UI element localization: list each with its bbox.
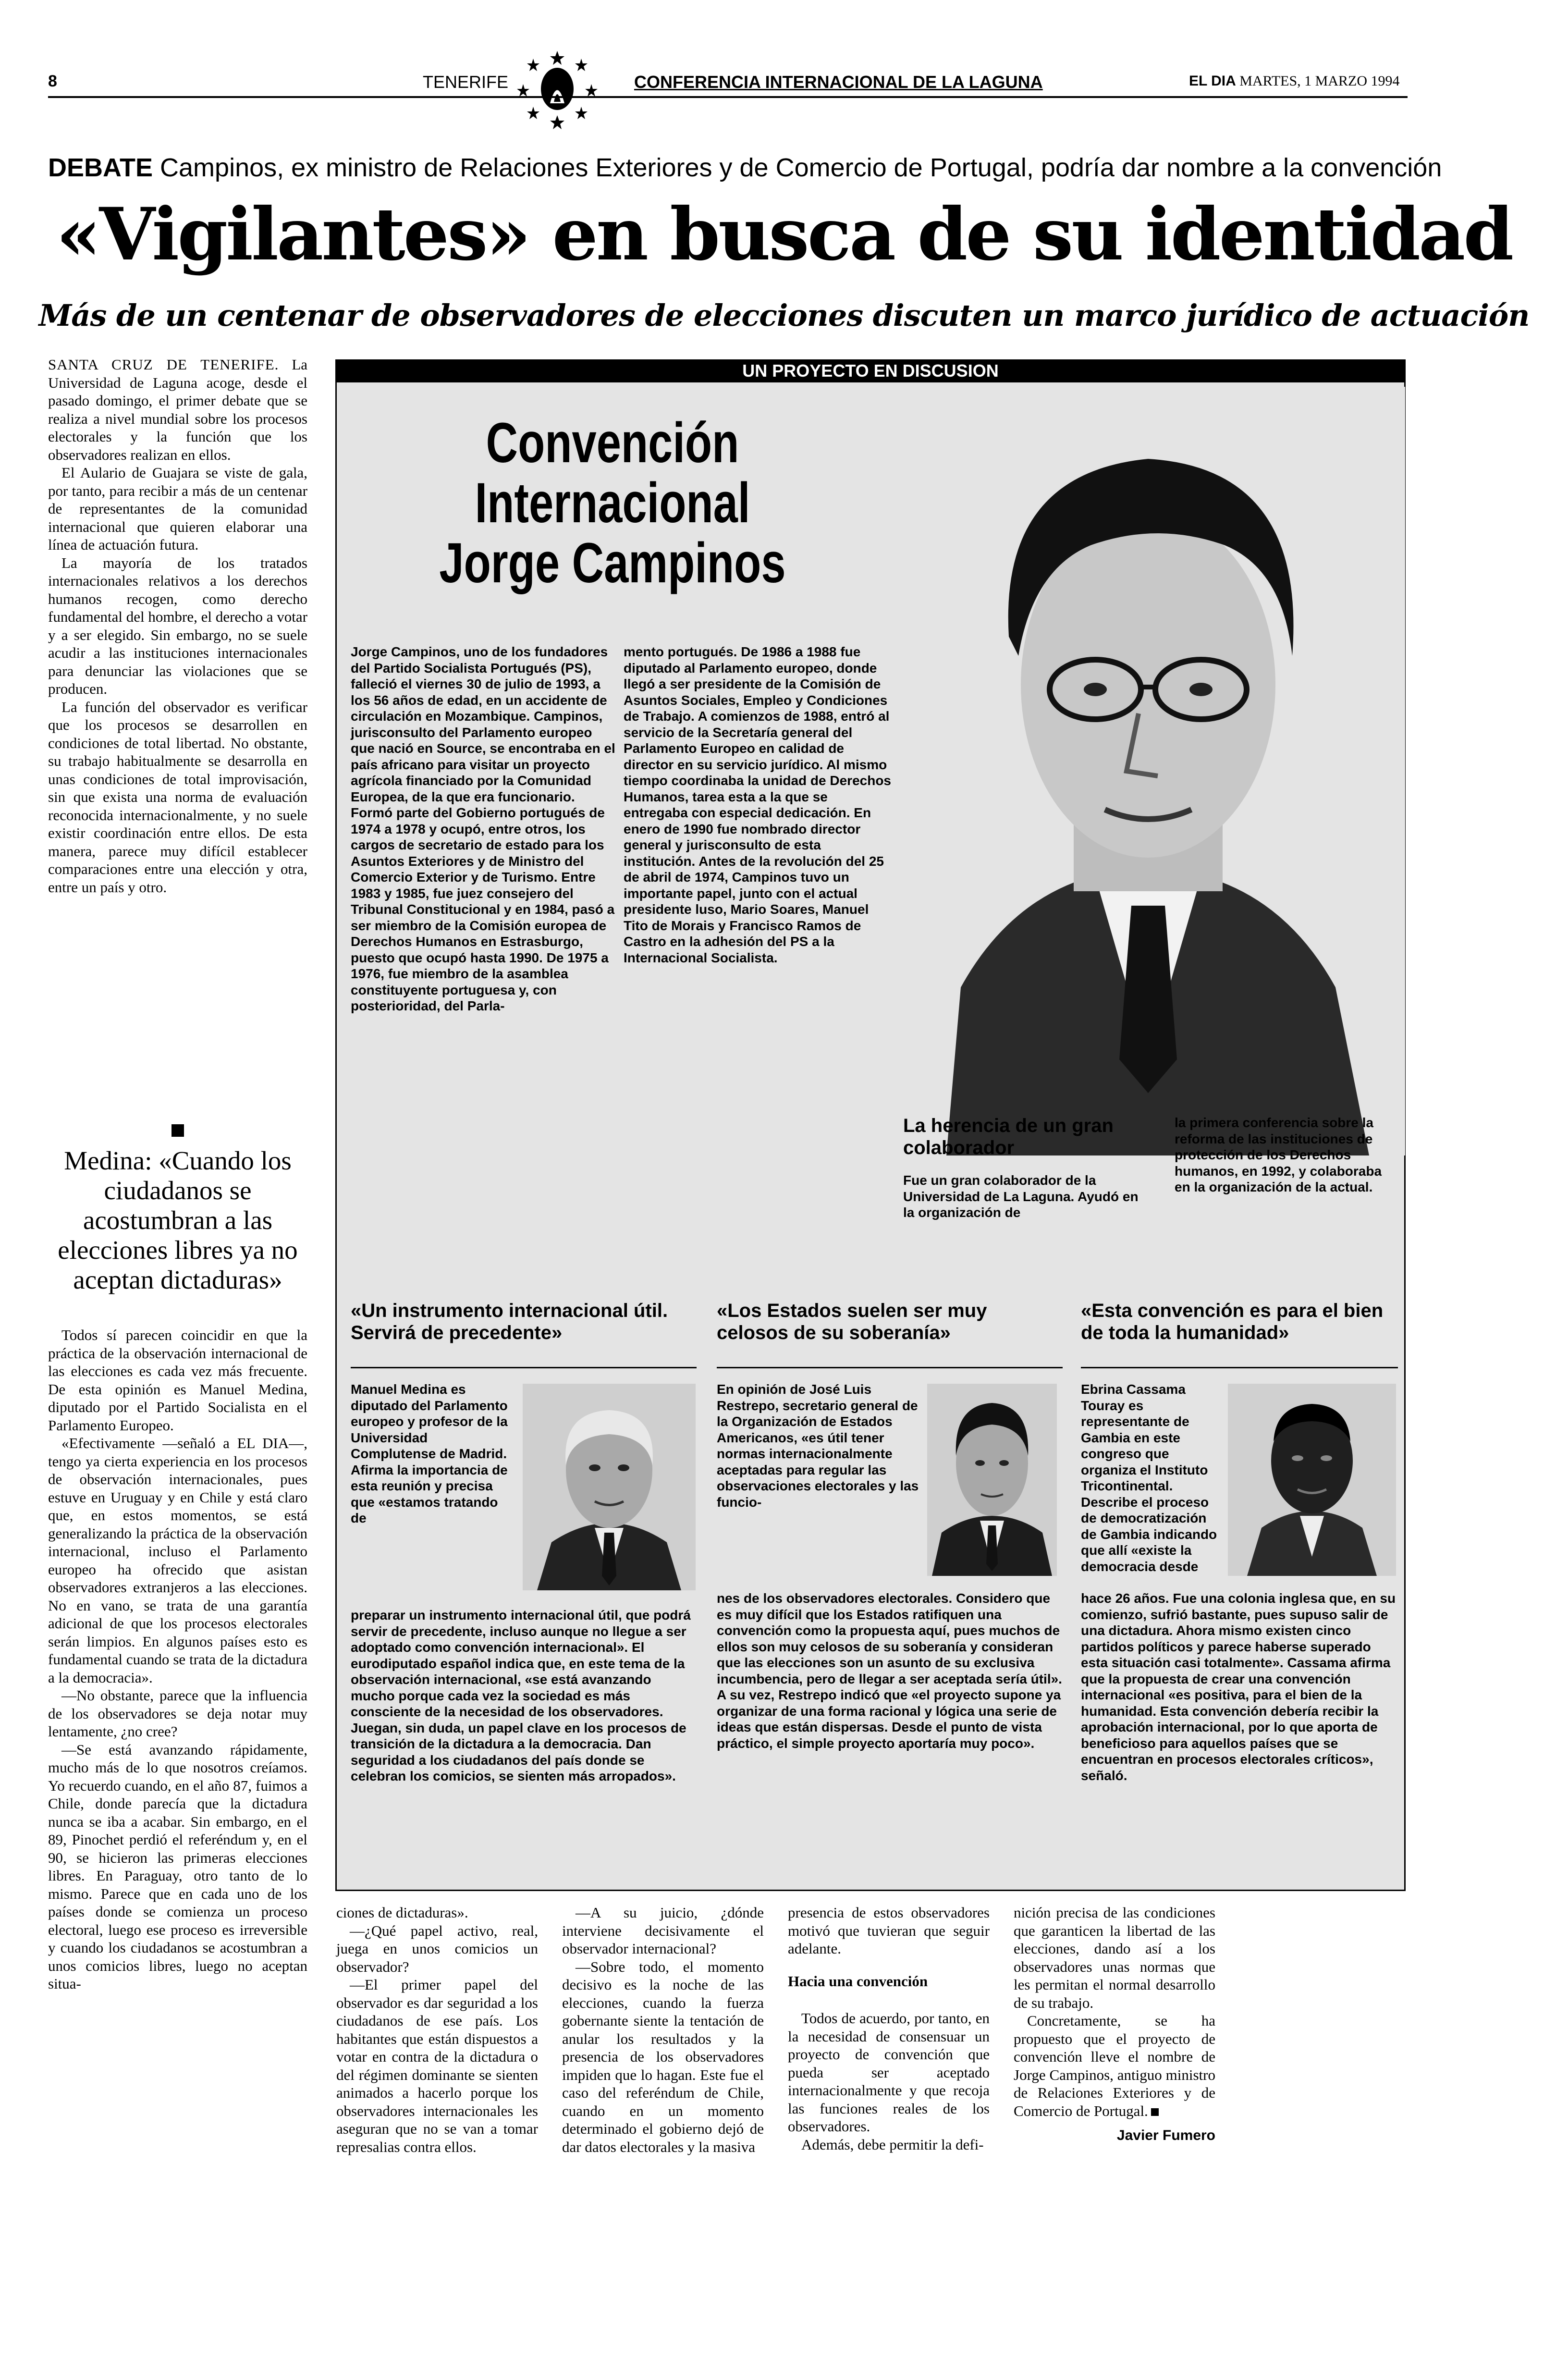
- article-paragraph: nición precisa de las condiciones que garanticen la libertad de las elecciones, dando así a los observadores unas normas que les permitan el normal desarrollo de su trabajo.: [1014, 1904, 1215, 2011]
- article-paragraph: —Sobre todo, el momento decisivo es la noche de las elecciones, cuando la fuerza gobernante siente la tentación de anular los resultados y la presencia de los observadores impiden que lo hagan. Este fue el caso del referéndum de Chile, cuando en un momento determinado el gobierno dejó de dar datos electorales y la masiva: [562, 1958, 764, 2155]
- article-paragraph: —A su juicio, ¿dónde interviene decisivamente el observador internacional?: [562, 1904, 764, 1957]
- quote-body: hace 26 años. Fue una colonia inglesa que, en su comienzo, sufrió bastante, pues supuso salir de una dictadura. Ahora mismo existen cinco partidos políticos y parece haberse superado esta situación casi totalmente». Cassama afirma que la propuesta de crear una convención internacional «es positiva, para el bien de la humanidad. Esta convención debería recibir la aprobación internacional, por lo que aporta de beneficioso para aquellos países que se encuentran en procesos electorales críticos», señaló.: [1081, 1591, 1396, 1783]
- sidebar-heading: La herencia de un gran colaborador: [903, 1115, 1114, 1158]
- quote-rule: [1081, 1367, 1398, 1368]
- section-title: CONFERENCIA INTERNACIONAL DE LA LAGUNA: [634, 72, 1043, 92]
- article-paragraph: —No obstante, parece que la influencia de los observadores se deja notar muy lentamente, ¿no cree?: [48, 1687, 307, 1740]
- article-paragraph: La Universidad de Laguna acoge, desde el pasado domingo, el primer debate que se realiza a nivel mundial sobre los procesos electorales y la función que los observadores realizan en ellos.: [48, 356, 308, 463]
- article-dateline: [48, 356, 307, 464]
- article-paragraph: Todos sí parecen coincidir en que la práctica de la observación internacional de las elecciones es cada vez más frecuente. De esta opinión es Manuel Medina, diputado por el Partido Socialista en el Parlamento Europeo.: [48, 1327, 307, 1434]
- kicker: [48, 153, 1442, 183]
- pull-quote: Medina: «Cuando los ciudadanos se acostumbran a las elecciones libres ya no aceptan dictaduras»: [58, 1146, 298, 1294]
- article-paragraph: [1014, 2012, 1215, 2120]
- headline: «Vigilantes» en busca de su identidad: [56, 192, 1512, 277]
- sidebar-text: la primera conferencia sobre la reforma de las instituciones de protección de los Derechos humanos, en 1992, y colaboraba en la organización de la actual.: [1175, 1115, 1382, 1194]
- article-paragraph: presencia de estos observadores motivó que tuvieran que seguir adelante.: [788, 1904, 990, 1957]
- portrait-photo-campinos: [889, 387, 1405, 1155]
- quote-heading: «Esta convención es para el bien de toda la humanidad»: [1081, 1300, 1384, 1343]
- quote-rule: [717, 1367, 1063, 1368]
- bio-column-1: Jorge Campinos, uno de los fundadores del Partido Socialista Portugués (PS), falleció el viernes 30 de julio de 1993, a los 56 años de edad, en un accidente de circulación en Mozambique. Campinos, jurisconsulto del Parlamento europeo que nació en Source, se encontraba en el país africano para visitar un proyecto agrícola financiado por la Comunidad Europea, de la que era funcionario. Formó parte del Gobierno portugués de 1974 a 1978 y ocupó, entre otros, los cargos de secretario de estado para los Asuntos Exteriores y de Ministro del Comercio Exterior y de Turismo. Entre 1983 y 1985, fue juez consejero del Tribunal Constitucional y en 1984, pasó a ser miembro de la Comisión europea de Derechos Humanos en Estrasburgo, puesto que ocupó hasta 1990. De 1975 a 1976, fue miembro de la asamblea constituyente portuguesa y, con posterioridad, del Parla-: [351, 644, 615, 1013]
- quote-intro: Manuel Medina es diputado del Parlamento europeo y profesor de la Universidad Complutense de Madrid. Afirma la importancia de esta reunión y precisa que «estamos tratando de: [351, 1382, 508, 1525]
- article-paragraph: La función del observador es verificar que los procesos se desarrollen en condiciones de total libertad. No obstante, su trabajo habitualmente se desarrolla en unas condiciones de total improvisación, sin que exista una norma de evaluación reconocida internacionalmente, y no suele existir coordinación entre ellos. De esta manera, parece muy difícil establecer comparaciones entre una elección y otra, entre un país y otro.: [48, 698, 307, 896]
- article-last-sentence: Concretamente, se ha propuesto que el proyecto de convención lleve el nombre de Jorge Campinos, antiguo ministro de Relaciones Exteriores y de Comercio de Portugal.: [1014, 2012, 1215, 2119]
- article-paragraph: —El primer papel del observador es dar seguridad a los ciudadanos de ese país. Los habitantes que están dispuestos a votar en contra de la dictadura o del régimen dominante se sienten animados a hacerlo porque los observadores internacionales les aseguran que no se van a tomar represalias contra ellos.: [336, 1976, 538, 2155]
- article-column-bottom-4: [1014, 1904, 1215, 2145]
- article-column-bottom-1: [336, 1904, 538, 2156]
- quote-intro: Ebrina Cassama Touray es representante de Gambia en este congreso que organiza el Instituto Tricontinental. Describe el proceso de democratización de Gambia indicando que allí «existe la democracia desde: [1081, 1382, 1217, 1574]
- article-paragraph: Además, debe permitir la defi-: [801, 2136, 984, 2153]
- quote-heading: «Un instrumento internacional útil. Servirá de precedente»: [351, 1300, 668, 1343]
- quote-heading: «Los Estados suelen ser muy celosos de su soberanía»: [717, 1300, 987, 1343]
- conference-emblem-icon: [516, 48, 598, 130]
- quote-body: nes de los observadores electorales. Considero que es muy difícil que los Estados ratifiquen una convención como la propuesta aquí, pues muchos de ellos son muy celosos de su soberanía y consideran que las elecciones son un asunto de su exclusiva incumbencia, pero de llegar a ser aceptada sería útil». A su vez, Restrepo indicó que «el proyecto supone ya organizar de una forma racional y lógica una serie de ideas que están dispersas. Desde el punto de vista práctico, el simple proyecto aportaría muy poco».: [717, 1591, 1062, 1751]
- kicker-text: Campinos, ex ministro de Relaciones Exteriores y de Comercio de Portugal, podría dar nombre a la convención: [160, 153, 1442, 182]
- article-column-bottom-2: [562, 1904, 764, 2156]
- newspaper-name: EL DIA: [1189, 73, 1236, 89]
- article-paragraph: El Aulario de Guajara se viste de gala, por tanto, para recibir a más de un centenar de representantes de la comunidad internacional que quieren elaborar una línea de actuación futura.: [48, 464, 307, 553]
- end-mark-icon: [1151, 2108, 1159, 2116]
- bio-column-2: mento portugués. De 1986 a 1988 fue diputado al Parlamento europeo, donde llegó a ser presidente de la Comisión de Asuntos Sociales, Empleo y Condiciones de Trabajo. A comienzos de 1988, entró al servicio de la Secretaría general del Parlamento Europeo en calidad de director en su servicio jurídico. Al mismo tiempo coordinaba la unidad de Derechos Humanos, tarea esta a la que se entregaba con especial dedicación. En enero de 1990 fue nombrado director general y jurisconsulto de esta institución. Antes de la revolución del 25 de abril de 1974, Campinos tuvo un importante papel, junto con el actual presidente luso, Mario Soares, Manuel Tito de Morais y Francisco Ramos de Castro en la adhesión del PS a la Internacional Socialista.: [624, 644, 891, 965]
- photo-manuel-medina: [523, 1384, 696, 1590]
- article-column-left-top: [48, 356, 307, 896]
- quote-body: preparar un instrumento internacional útil, que podrá servir de precedente, incluso aunque no llegue a ser adoptado como convención internacional». El eurodiputado español indica que, en este tema de la observación internacional, «se está avanzando mucho porque cada vez la sociedad es más consciente de la necesidad de los observadores. Juegan, sin duda, un papel clave en los procesos de transición de la dictadura a la democracia. Dan seguridad a los ciudadanos del país donde se celebran los comicios, se sienten más arropados».: [351, 1608, 691, 1783]
- article-paragraph: Todos de acuerdo, por tanto, en la necesidad de consensuar un proyecto de convención que pueda ser aceptado internacionalmente y que recoja las funciones reales de los observadores.: [788, 2010, 990, 2135]
- newspaper-dateline: [1189, 73, 1400, 89]
- article-paragraph: «Efectivamente —señaló a EL DIA—, tengo ya cierta experiencia en los procesos de observación internacionales, pues estuve en Uruguay y en Chile y está claro que, en estos momentos, se está generalizando la práctica de la observación internacional, incluso el Parlamento europeo ha ofrecido que asistan observadores extranjeros a las elecciones. No en vano, se trata de una garantía adicional de que los procesos electorales serán limpios. En algunos países esto es fundamental cuando se trata de la dictadura a la democracia».: [48, 1435, 307, 1686]
- top-rule: [48, 96, 1408, 98]
- byline: Javier Fumero: [1116, 2127, 1215, 2143]
- quote-rule: [351, 1367, 697, 1368]
- feature-box-label: UN PROYECTO EN DISCUSION: [335, 359, 1406, 382]
- article-city: SANTA CRUZ DE TENERIFE.: [48, 356, 279, 373]
- issue-date: MARTES, 1 MARZO 1994: [1239, 73, 1400, 89]
- quote-intro: En opinión de José Luis Restrepo, secretario general de la Organización de Estados Americanos, «es útil tener normas internacionalmente aceptadas para regular las observaciones electorales y las funcio-: [717, 1382, 919, 1510]
- section-name: TENERIFE: [423, 72, 509, 92]
- subheadline: Más de un centenar de observadores de elecciones discuten un marco jurídico de actuación: [38, 298, 1530, 333]
- feature-box-title: [435, 413, 791, 593]
- box-title-line: Convención: [486, 411, 739, 475]
- photo-jose-luis-restrepo: [927, 1384, 1057, 1576]
- box-title-line: Jorge Campinos: [439, 531, 786, 595]
- article-paragraph: —¿Qué papel activo, real, juega en unos comicios un observador?: [336, 1922, 538, 1975]
- page-number: 8: [48, 72, 57, 90]
- article-paragraph: —Se está avanzando rápidamente, mucho más de lo que nosotros creíamos. Yo recuerdo cuando, en el año 87, fuimos a Chile, donde parecía que la dictadura nunca se iba a acabar. Sin embargo, en el 89, Pinochet perdió el referéndum y, en el 90, se hicieron las primeras elecciones libres. En Paraguay, otro tanto de lo mismo. Parece que en cada uno de los países donde se comienza un proceso electoral, luego ese proceso es irreversible y cuando los ciudadanos se acostumbran a unos comicios libres, luego no aceptan situa-: [48, 1741, 307, 1992]
- article-column-left-bottom: [48, 1326, 307, 1993]
- kicker-label: DEBATE: [48, 153, 153, 182]
- sidebar-text: Fue un gran colaborador de la Universidad de La Laguna. Ayudó en la organización de: [903, 1173, 1139, 1220]
- box-title-line: Internacional: [475, 471, 750, 535]
- article-paragraph: ciones de dictaduras».: [336, 1904, 468, 1921]
- photo-ebrina-cassama-touray: [1228, 1384, 1396, 1576]
- article-paragraph: La mayoría de los tratados internacionales relativos a los derechos humanos recogen, como derecho fundamental del hombre, el derecho a votar y a ser elegido. Sin embargo, no se suele acudir a las instituciones internacionales para denunciar las violaciones que se producen.: [48, 554, 307, 697]
- pull-quote-mark: [172, 1124, 184, 1137]
- article-subhead: Hacia una convención: [788, 1972, 928, 1990]
- article-column-bottom-3: [788, 1904, 990, 2153]
